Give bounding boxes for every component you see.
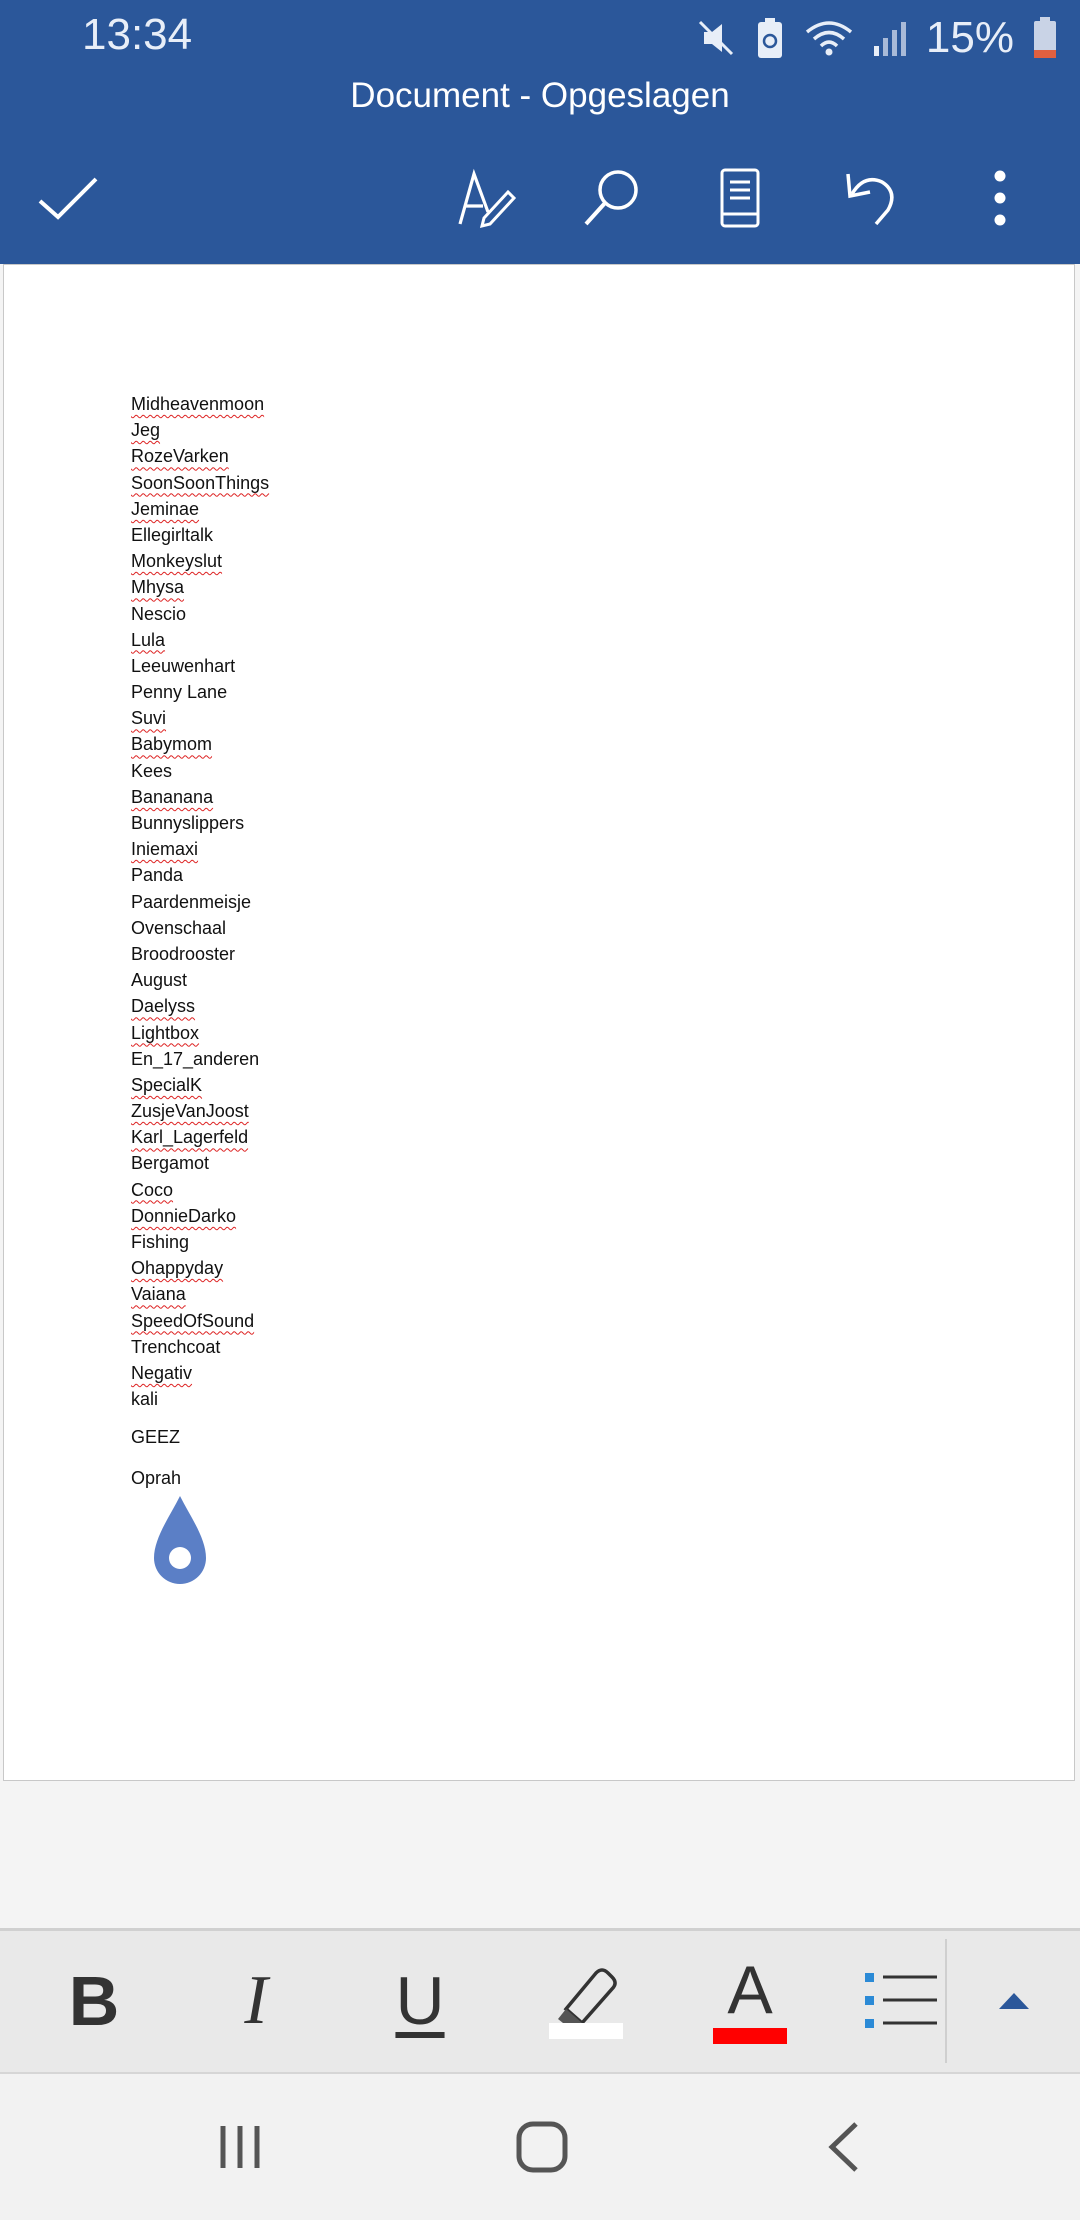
app-header bbox=[0, 0, 1080, 264]
more-options-button[interactable] bbox=[960, 158, 1040, 238]
document-line: Vaiana bbox=[131, 1284, 186, 1305]
system-nav-bar bbox=[0, 2074, 1080, 2220]
document-line: Penny Lane bbox=[131, 682, 228, 703]
document-line: Ovenschaal bbox=[131, 917, 227, 938]
font-color-button[interactable] bbox=[690, 1931, 810, 2071]
bullet-list-icon bbox=[859, 1969, 939, 2033]
expand-toolbar-button[interactable] bbox=[954, 1931, 1074, 2071]
italic-button[interactable] bbox=[196, 1931, 316, 2071]
battery-saver-icon bbox=[754, 16, 786, 60]
document-line: Bunnyslippers bbox=[131, 813, 245, 833]
font-color-letter: A bbox=[727, 1952, 773, 2028]
document-line: SpeedOfSound bbox=[131, 1310, 255, 1331]
mobile-view-icon bbox=[718, 168, 762, 228]
recent-apps-button[interactable] bbox=[180, 2074, 300, 2220]
highlight-button[interactable] bbox=[526, 1931, 646, 2071]
document-line: Iniemaxi bbox=[131, 839, 199, 860]
document-line: SpecialK bbox=[131, 1074, 203, 1095]
font-color-control bbox=[713, 1952, 787, 2044]
mute-icon bbox=[696, 18, 736, 58]
cursor-handle-icon[interactable] bbox=[150, 1494, 210, 1588]
underline-label: U bbox=[395, 1963, 445, 2039]
document-line: Jeminae bbox=[131, 498, 200, 519]
battery-percent: 15% bbox=[925, 13, 1014, 62]
status-time: 13:34 bbox=[82, 10, 193, 59]
document-line: Fishing bbox=[131, 1232, 190, 1252]
document-line: En_17_anderen bbox=[131, 1048, 260, 1069]
highlighter-icon bbox=[546, 1961, 626, 2041]
document-line: Panda bbox=[131, 865, 184, 886]
search-icon bbox=[580, 166, 644, 230]
name-list bbox=[131, 391, 269, 1412]
document-line: Lightbox bbox=[131, 1022, 200, 1043]
recent-apps-icon bbox=[215, 2122, 265, 2172]
undo-icon bbox=[840, 168, 900, 228]
document-line: Midheavenmoon bbox=[131, 394, 265, 414]
document-line-geez: GEEZ bbox=[131, 1427, 181, 1447]
status-icons bbox=[696, 10, 1058, 66]
document-line-oprah: Oprah bbox=[131, 1468, 182, 1488]
document-line: Jeg bbox=[131, 420, 161, 441]
document-line: Mhysa bbox=[131, 577, 185, 598]
more-vertical-icon bbox=[990, 168, 1010, 228]
document-line: SoonSoonThings bbox=[131, 472, 270, 493]
document-line: Suvi bbox=[131, 708, 167, 729]
document-line: Daelyss bbox=[131, 996, 196, 1017]
underline-button[interactable] bbox=[360, 1931, 480, 2071]
document-line: August bbox=[131, 970, 188, 991]
document-line: ZusjeVanJoost bbox=[131, 1101, 249, 1122]
draw-button[interactable] bbox=[446, 158, 526, 238]
document-line: Leeuwenhart bbox=[131, 655, 236, 676]
mobile-view-button[interactable] bbox=[700, 158, 780, 238]
bullet-list-button[interactable] bbox=[852, 1931, 946, 2071]
search-button[interactable] bbox=[572, 158, 652, 238]
signal-icon bbox=[872, 18, 908, 58]
done-button[interactable] bbox=[28, 158, 108, 238]
bold-label: B bbox=[68, 1962, 120, 2040]
document-line: Nescio bbox=[131, 603, 187, 624]
document-line: Ohappyday bbox=[131, 1258, 224, 1279]
format-toolbar bbox=[0, 1928, 1080, 2074]
draw-pen-icon bbox=[454, 166, 518, 230]
document-line: DonnieDarko bbox=[131, 1205, 237, 1226]
document-line: Bananana bbox=[131, 786, 214, 807]
document-line: RozeVarken bbox=[131, 446, 229, 467]
document-line: Trenchcoat bbox=[131, 1336, 221, 1357]
document-line: Lula bbox=[131, 629, 166, 650]
home-icon bbox=[515, 2120, 569, 2174]
toolbar-divider bbox=[945, 1939, 947, 2063]
document-line: kali bbox=[131, 1389, 159, 1410]
back-icon bbox=[824, 2120, 864, 2174]
document-line: Ellegirltalk bbox=[131, 524, 214, 545]
document-line: Kees bbox=[131, 760, 173, 781]
wifi-icon bbox=[804, 18, 854, 58]
expand-up-icon bbox=[997, 1991, 1031, 2011]
check-icon bbox=[36, 173, 100, 223]
document-line: Monkeyslut bbox=[131, 551, 223, 572]
document-line: Coco bbox=[131, 1179, 174, 1200]
document-line: Babymom bbox=[131, 734, 213, 755]
bold-button[interactable] bbox=[34, 1931, 154, 2071]
document-line: Paardenmeisje bbox=[131, 891, 252, 912]
document-line: Negativ bbox=[131, 1362, 193, 1383]
document-line: Karl_Lagerfeld bbox=[131, 1127, 249, 1148]
italic-label: I bbox=[244, 1962, 268, 2039]
back-button[interactable] bbox=[784, 2074, 904, 2220]
document-line: Broodrooster bbox=[131, 943, 236, 964]
home-button[interactable] bbox=[482, 2074, 602, 2220]
undo-button[interactable] bbox=[830, 158, 910, 238]
battery-icon bbox=[1032, 16, 1058, 60]
font-color-swatch bbox=[713, 2028, 787, 2044]
document-title: Document - Opgeslagen bbox=[350, 76, 730, 115]
document-line: Bergamot bbox=[131, 1153, 210, 1174]
